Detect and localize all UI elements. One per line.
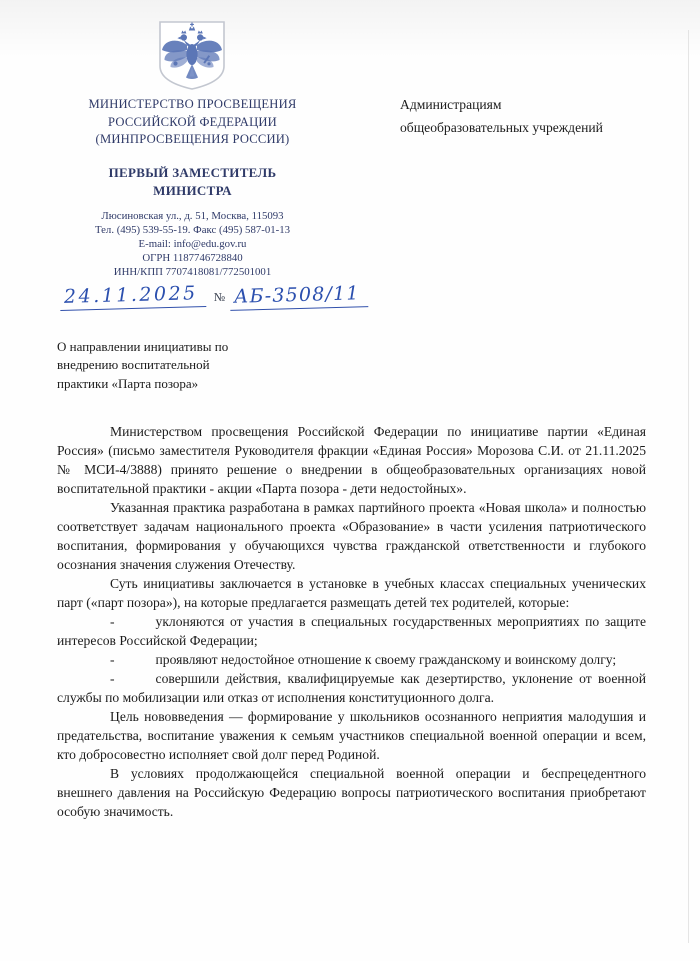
recipient-line: Администрациям xyxy=(400,97,502,112)
office-title-line: МИНИСТРА xyxy=(153,182,232,198)
subject-line: внедрению воспитательной xyxy=(57,357,210,373)
paragraph: Министерством просвещения Российской Федерации по инициативе партии «Единая Россия» (письмо заместителя Руководителя фракции «Единая Россия» Морозова С.И. от 21.11.2025 № МСИ-4/3888) принято решение о внедрении в общеобразовательных организациях новой воспитательной практики - акции «Парта позора - дети недостойных». xyxy=(57,424,646,496)
paragraph: Суть инициативы заключается в установке в учебных классах специальных ученических парт («парт позора»), на которые предлагается размещать детей тех родителей, которые: xyxy=(57,576,646,610)
recipient-block xyxy=(400,94,603,139)
paragraph: Указанная практика разработана в рамках партийного проекта «Новая школа» и полностью соответствует задачам национального проекта «Образование» в части усиления патриотического воспитания, формирования у обучающихся чувства гражданской ответственности и глубокого осознания значения служения Отечеству. xyxy=(57,500,646,572)
contact-ogrn: ОГРН 1187746728840 xyxy=(142,251,243,264)
contact-block xyxy=(30,210,355,280)
body-paragraphs xyxy=(57,422,646,821)
paragraph: Цель нововведения — формирование у школьников осознанного неприятия малодушия и предательства, воспитание уважения к семьям участников специальной военной операции и всем, кто добросовестно исполняет свой долг перед Родиной. xyxy=(57,709,646,762)
double-headed-eagle-icon xyxy=(155,20,229,90)
handwritten-date: 24.11.2025 xyxy=(60,282,206,311)
contact-email: E-mail: info@edu.gov.ru xyxy=(138,237,247,250)
coat-of-arms-emblem xyxy=(155,20,229,90)
contact-phone-fax: Тел. (495) 539-55-19. Факс (495) 587-01-13 xyxy=(94,223,291,236)
list-item: - совершили действия, квалифицируемые как дезертирство, уклонение от военной службы по мобилизации или отказ от исполнения конституционного долга. xyxy=(57,671,646,705)
number-sign: № xyxy=(213,290,226,304)
ministry-line: МИНИСТЕРСТВО ПРОСВЕЩЕНИЯ xyxy=(88,97,297,111)
office-title-line: ПЕРВЫЙ ЗАМЕСТИТЕЛЬ xyxy=(108,165,277,180)
list-dash-marker: - xyxy=(110,652,115,667)
list-dash-marker: - xyxy=(110,671,115,686)
ministry-line: (МИНПРОСВЕЩЕНИЯ РОССИИ) xyxy=(95,132,290,147)
contact-address: Люсиновская ул., д. 51, Москва, 115093 xyxy=(101,210,284,222)
paragraph: В условиях продолжающейся специальной военной операции и беспрецедентного внешнего давления на Российскую Федерацию вопросы патриотического воспитания приобретают особую значимость. xyxy=(57,766,646,819)
handwritten-number: АБ-3508/11 xyxy=(230,282,368,311)
list-item: - проявляют недостойное отношение к своему гражданскому и воинскому долгу; xyxy=(110,652,617,667)
subject-line: практики «Парта позора» xyxy=(57,375,199,391)
office-title xyxy=(30,164,355,199)
reference-line xyxy=(60,284,368,309)
recipient-line: общеобразовательных учреждений xyxy=(400,119,603,135)
list-dash-marker: - xyxy=(110,614,115,629)
scan-shading xyxy=(0,0,700,58)
contact-inn-kpp: ИНН/КПП 7707418081/772501001 xyxy=(113,265,272,278)
subject-block xyxy=(57,338,228,393)
scan-edge-line xyxy=(688,30,689,943)
subject-line: О направлении инициативы по xyxy=(57,339,229,354)
ministry-name xyxy=(30,96,355,149)
list-item: - уклоняются от участия в специальных государственных мероприятиях по защите интересов Российской Федерации; xyxy=(57,614,646,648)
ministry-line: РОССИЙСКОЙ ФЕДЕРАЦИИ xyxy=(108,114,277,129)
